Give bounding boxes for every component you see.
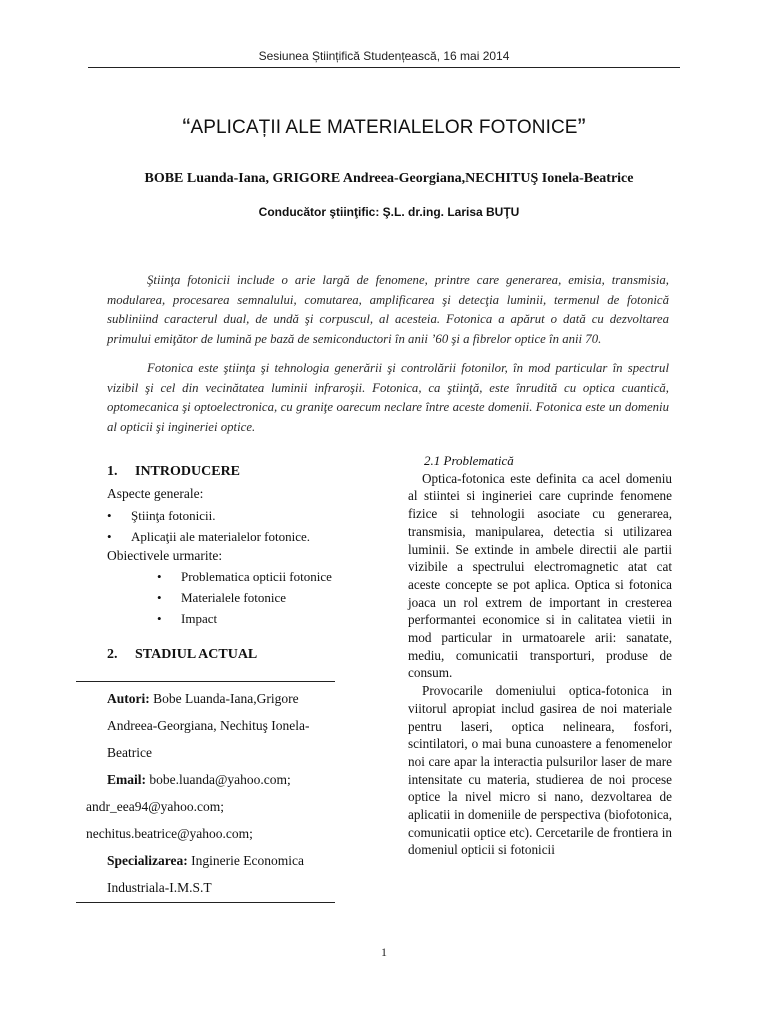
list-item-text: Materialele fotonice (181, 590, 287, 605)
list-item (107, 587, 337, 608)
bullet-icon: • (107, 529, 112, 544)
abstract-text-2: Fotonica este ştiinţa şi tehnologia generării şi controlării fotonilor, în mod particular în spectrul vizibil şi cel din vecinătatea luminii infraroşii. Fotonica, ca ştiinţă, este înrudită cu optica cuantică, optomecanica şi optoelectronica, cu graniţe oarecum neclare între aceste domenii. Fotonica este un domeniu al opticii şi ingineriei optice. (107, 361, 669, 434)
list-item-text: Impact (181, 611, 218, 626)
section-2-heading (107, 647, 337, 663)
contact-box (86, 685, 335, 901)
specialization-value: Inginerie Economica Industriala-I.M.S.T (107, 853, 304, 895)
body-paragraph-1: Optica-fotonica este definita ca acel domeniu al stiintei si ingineriei care cuprinde fenomene fizice si tehnologii asociate cu generarea, transmisia, manipularea, detectia si utilizarea luminii. Se extinde in ambele directii ale partii vizibile a spectrului electromagnetic atat cat aceste concepte se pot aplica. Optica si fotonica joaca un rol extrem de important in cresterea performantei economice si in calitatea vietii in mod particular in urmatoarele arii: sanatate, mediu, comunicatii transporturi, produse de consum. (408, 470, 672, 681)
bullet-icon: • (157, 569, 162, 584)
author-list: BOBE Luanda-Iana, GRIGORE Andreea-Georgiana,NECHITUŞ Ionela-Beatrice (144, 171, 634, 186)
list-item-text: Problematica opticii fotonice (181, 569, 332, 584)
bullet-icon: • (157, 611, 162, 626)
email-line (107, 766, 335, 793)
list-item-text: Aplicaţii ale materialelor fotonice. (131, 529, 311, 544)
section-2-number: 2. (107, 647, 118, 662)
abstract-paragraph-2 (107, 359, 669, 437)
authors-line (107, 685, 335, 766)
list-item (107, 526, 337, 547)
authors-label: Autori: (107, 691, 150, 706)
abstract-paragraph-1 (107, 271, 669, 349)
title-close-quote: ” (577, 114, 586, 141)
body-paragraph-2: Provocarile domeniului optica-fotonica in viitorul apropiat includ gasirea de noi materiale pentru laseri, optica nelineara, fosfori, scintilatori, o mai buna cunoastere a fenomenelor noi care apar la interactia pulsurilor laser de mare intensitate cu materia, studierea de noi procese optice la nivel micro si nano, dezvoltarea de aplicatii in domeniile de perspectiva (biofotonica, comunicatii optice etc). Cercetarile de frontiera in domeniul opticii si fotonicii (408, 683, 672, 858)
list-item-text: Ştiinţa fotonicii. (131, 508, 216, 523)
specialization-label: Specializarea: (107, 853, 188, 868)
right-column (408, 452, 672, 859)
email-line: andr_eea94@yahoo.com; (86, 799, 225, 814)
contact-box-bottom-rule (76, 902, 335, 903)
paper-title (0, 112, 768, 140)
title-open-quote: “ (182, 114, 191, 141)
email-label: Email: (107, 772, 146, 787)
bullet-icon: • (157, 590, 162, 605)
list-item (107, 608, 337, 629)
section-1-title: INTRODUCERE (135, 464, 241, 479)
section-2-title: STADIUL ACTUAL (135, 647, 258, 662)
scientific-advisor: Conducător ştiinţific: Ş.L. dr.ing. Larisa BUŢU (258, 205, 520, 219)
list-item (107, 505, 337, 526)
section-1-number: 1. (107, 464, 118, 479)
title-text: APLICAȚII ALE MATERIALELOR FOTONICE (190, 117, 578, 138)
section-1-intro: Aspecte generale: (107, 486, 204, 501)
running-header: Sesiunea Științifică Studențească, 16 mai 2014 (258, 49, 510, 63)
authors-value: Bobe Luanda-Iana,Grigore Andreea-Georgiana, Nechituş Ionela-Beatrice (107, 691, 310, 760)
page-number: 1 (381, 945, 387, 959)
header-rule (88, 67, 680, 68)
specialization-line (107, 847, 335, 901)
bullet-icon: • (107, 508, 112, 523)
subsection-heading: 2.1 Problematică (424, 453, 514, 468)
email-line: nechitus.beatrice@yahoo.com; (86, 826, 253, 841)
abstract-text-1: Ştiinţa fotonicii include o arie largă de fenomene, printre care generarea, emisia, transmisia, modularea, procesarea semnalului, comutarea, amplificarea şi detecţia luminii, termenul de fotonică subliniind caracterul dual, de undă şi corpuscul, al acesteia. Fotonica a apărut o dată cu dezvoltarea primului emiţător de lumină pe bază de semiconductori în anii ’60 şi a fibrelor optice în anii 70. (107, 273, 669, 346)
email-value: bobe.luanda@yahoo.com; (146, 772, 291, 787)
objectives-label: Obiectivele urmarite: (107, 548, 223, 563)
section-1-heading (107, 464, 337, 480)
list-item (107, 566, 337, 587)
left-column (107, 464, 337, 663)
contact-box-top-rule (76, 681, 335, 682)
